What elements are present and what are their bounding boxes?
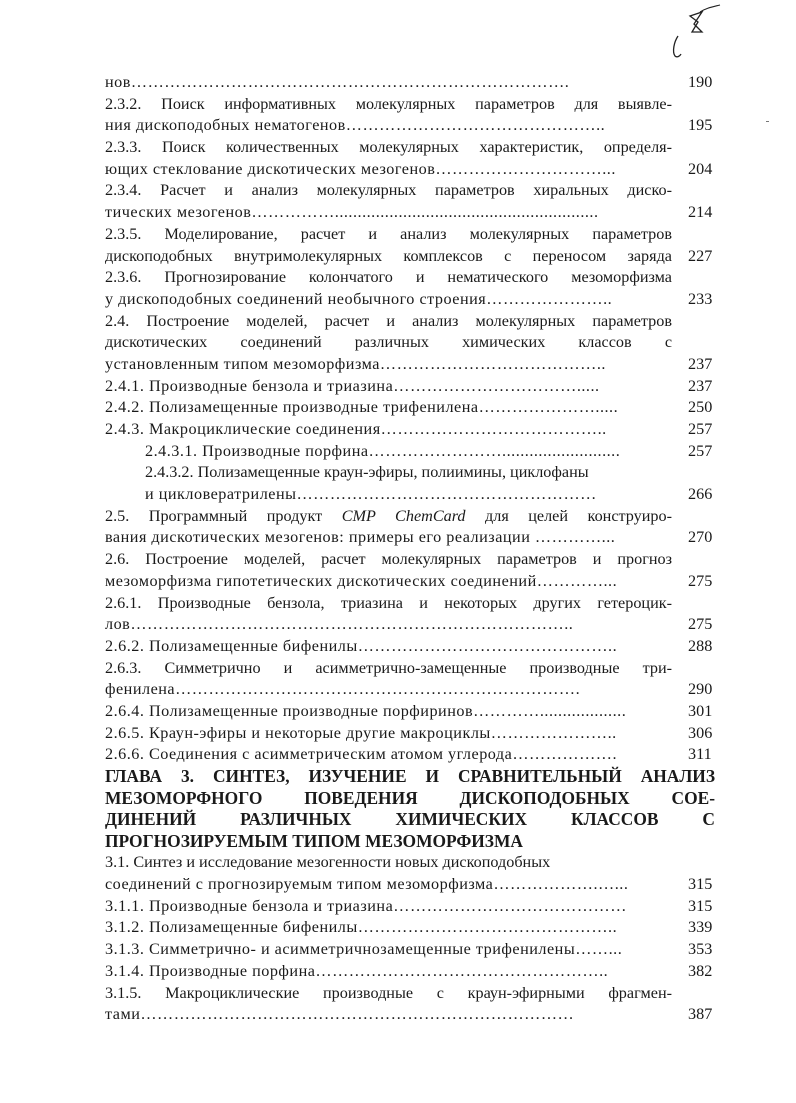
toc-page-number: 237 xyxy=(688,376,713,395)
toc-entry-continuation[interactable] xyxy=(105,571,717,593)
toc-entry-continuation[interactable] xyxy=(105,527,717,549)
toc-page-number: 195 xyxy=(688,116,713,135)
toc-entry-text: 2.3.2. Поиск информативных молекулярных параметров для выявле- xyxy=(105,94,672,113)
toc-entry[interactable] xyxy=(105,180,717,202)
chapter-heading[interactable] xyxy=(105,831,717,853)
toc-page-number: 257 xyxy=(688,420,713,438)
toc-entry-continuation[interactable] xyxy=(105,202,717,224)
toc-entry[interactable] xyxy=(105,939,717,961)
toc-page-number: 275 xyxy=(688,571,713,590)
toc-entry-text: установленным типом мезоморфизма………………………………….. xyxy=(105,354,606,373)
toc-page-number: 227 xyxy=(688,246,713,265)
toc-page-number: 237 xyxy=(688,354,713,373)
toc-page-number: 339 xyxy=(688,918,713,937)
toc-entry[interactable] xyxy=(105,376,717,398)
toc-entry-continuation[interactable] xyxy=(105,115,717,137)
toc-entry-text: 2.4.3. Макроциклические соединения………………………………….. xyxy=(105,420,607,438)
toc-entry-text-part: 2.5. Программный продукт xyxy=(105,506,342,525)
toc-page-number: 311 xyxy=(688,745,712,764)
toc-entry[interactable] xyxy=(105,441,717,463)
toc-entry-text: у дископодобных соединений необычного строения………………….. xyxy=(105,289,613,308)
toc-entry[interactable] xyxy=(105,462,717,484)
scan-speck xyxy=(766,121,769,122)
toc-page-number: 315 xyxy=(688,896,713,915)
toc-entry-text: 2.4. Построение моделей, расчет и анализ молекулярных параметров xyxy=(105,311,672,330)
toc-page-number: 233 xyxy=(688,289,713,308)
toc-entry-text: дископодобных внутримолекулярных комплексов с переносом заряда xyxy=(105,246,672,265)
toc-entry-text: 2.6.4. Полизамещенные производные порфиринов…………................... xyxy=(105,701,627,720)
toc-entry-text: лов…………………………………………………………………….. xyxy=(105,615,574,634)
toc-entry-text: фенилена………………………………………………………………. xyxy=(105,680,581,699)
chapter-heading[interactable] xyxy=(105,766,717,788)
toc-entry-continuation[interactable] xyxy=(105,332,717,354)
toc-entry-text: ющих стеклование дискотических мезогенов…………………………... xyxy=(105,159,616,178)
toc-page-number: 306 xyxy=(688,723,713,742)
toc-entry-text: 3.1. Синтез и исследование мезогенности новых дископодобных xyxy=(105,853,551,872)
toc-page-number: 270 xyxy=(688,528,713,547)
toc-entry-text: 2.6.3. Симметрично и асимметрично-замещенные производные три- xyxy=(105,658,672,677)
toc-entry-text: 2.3.6. Прогнозирование колончатого и нематического мезоморфизма xyxy=(105,268,672,287)
toc-entry-text: 2.6.2. Полизамещенные бифенилы……………………………………….. xyxy=(105,636,618,655)
toc-entry[interactable] xyxy=(105,658,717,680)
toc-entry-text: ния дископодобных нематогенов……………………………………….. xyxy=(105,116,606,135)
toc-page-number: 315 xyxy=(688,875,713,894)
toc-entry[interactable] xyxy=(105,506,717,528)
toc-entry[interactable] xyxy=(105,744,717,766)
toc-entry[interactable] xyxy=(105,961,717,983)
toc-entry[interactable] xyxy=(105,917,717,939)
toc-entry-text: нов……………………………………………………………………. xyxy=(105,73,570,91)
toc-entry-continuation[interactable] xyxy=(105,484,717,506)
toc-entry-continuation[interactable] xyxy=(105,246,717,268)
handwritten-page-mark xyxy=(672,2,732,62)
toc-entry-text: 2.3.3. Поиск количественных молекулярных характеристик, определя- xyxy=(105,138,672,157)
toc-entry-text-part: для целей конструиро- xyxy=(465,506,672,525)
chapter-heading-line: ГЛАВА 3. СИНТЕЗ, ИЗУЧЕНИЕ И СРАВНИТЕЛЬНЫЙ АНАЛИЗ xyxy=(105,766,715,786)
toc-entry-text: 3.1.5. Макроциклические производные с краун-эфирными фрагмен- xyxy=(105,983,672,1002)
toc-entry-continuation[interactable] xyxy=(105,614,717,636)
toc-entry[interactable] xyxy=(105,723,717,745)
toc-entry-continuation[interactable] xyxy=(105,289,717,311)
toc-entry-text: 3.1.4. Производные порфина…………………………………………….. xyxy=(105,961,609,980)
toc-entry[interactable] xyxy=(105,852,717,874)
toc-entry-continuation[interactable] xyxy=(105,159,717,181)
toc-entry-text: дискотических соединений различных химических классов с xyxy=(105,333,672,352)
toc-page-number: 257 xyxy=(688,441,713,460)
toc-entry[interactable] xyxy=(105,397,717,419)
chapter-heading-line: ПРОГНОЗИРУЕМЫМ ТИПОМ МЕЗОМОРФИЗМА xyxy=(105,830,523,851)
toc-page-number: 387 xyxy=(688,1005,713,1024)
toc-entry[interactable] xyxy=(105,72,717,94)
toc-entry[interactable] xyxy=(105,94,717,116)
toc-entry-text: 2.6. Построение моделей, расчет молекулярных параметров и прогноз xyxy=(105,550,672,569)
toc-entry-text: 2.6.6. Соединения с асимметрическим атомом углерода………………. xyxy=(105,745,618,764)
table-of-contents xyxy=(105,72,717,1026)
toc-entry-text: 2.4.1. Производные бензола и триазина……………………………..... xyxy=(105,376,600,395)
toc-entry-text: 2.6.5. Краун-эфиры и некоторые другие макроциклы………………….. xyxy=(105,723,617,742)
toc-page-number: 204 xyxy=(688,159,713,178)
toc-entry-text: тами…………………………………………………………………… xyxy=(105,1005,575,1024)
toc-entry-text: 3.1.3. Симметрично- и асимметричнозамещенные трифенилены……... xyxy=(105,940,623,959)
chapter-heading[interactable] xyxy=(105,788,717,810)
toc-entry[interactable] xyxy=(105,224,717,246)
toc-entry[interactable] xyxy=(105,701,717,723)
toc-entry-text: 2.3.4. Расчет и анализ молекулярных параметров хиральных диско- xyxy=(105,181,672,200)
product-name: CMP ChemCard xyxy=(341,506,466,525)
toc-page-number: 353 xyxy=(688,940,713,959)
toc-entry-text: 2.6.1. Производные бензола, триазина и некоторых других гетероцик- xyxy=(105,593,672,612)
toc-entry-continuation[interactable] xyxy=(105,874,717,896)
toc-entry-continuation[interactable] xyxy=(105,354,717,376)
toc-entry-text: соединений с прогнозируемым типом мезоморфизма……………….…... xyxy=(105,875,629,894)
toc-page-number: 250 xyxy=(688,398,713,417)
toc-entry-text: тических мезогенов…………….......................................................... xyxy=(105,203,599,222)
chapter-heading-line: МЕЗОМОРФНОГО ПОВЕДЕНИЯ ДИСКОПОДОБНЫХ СОЕ- xyxy=(105,787,715,808)
toc-entry[interactable] xyxy=(105,983,717,1005)
toc-entry-text: 3.1.1. Производные бензола и триазина…………………………………… xyxy=(105,896,627,915)
toc-entry-text: вания дискотических мезогенов: примеры его реализации …………... xyxy=(105,528,616,547)
toc-entry-text: и цикловератрилены……………………………………………… xyxy=(145,485,597,504)
toc-entry[interactable] xyxy=(105,593,717,615)
toc-page-number: 275 xyxy=(688,615,713,634)
chapter-heading-line: ДИНЕНИЙ РАЗЛИЧНЫХ ХИМИЧЕСКИХ КЛАССОВ С xyxy=(105,809,715,830)
toc-entry-text: 2.4.3.2. Полизамещенные краун-эфиры, полиимины, циклофаны xyxy=(145,463,589,482)
toc-page-number: 290 xyxy=(688,680,713,699)
toc-page-number: 382 xyxy=(688,961,713,980)
toc-entry[interactable] xyxy=(105,419,717,441)
toc-entry[interactable] xyxy=(105,636,717,658)
toc-page-number: 266 xyxy=(688,485,713,504)
toc-entry-text: 2.3.5. Моделирование, расчет и анализ молекулярных параметров xyxy=(105,224,672,243)
toc-entry-text: 3.1.2. Полизамещенные бифенилы……………………………………….. xyxy=(105,918,618,937)
toc-entry-continuation[interactable] xyxy=(105,1004,717,1026)
chapter-heading[interactable] xyxy=(105,809,717,831)
toc-entry-continuation[interactable] xyxy=(105,679,717,701)
toc-entry[interactable] xyxy=(105,311,717,333)
toc-page-number: 301 xyxy=(688,701,713,720)
toc-page-number: 190 xyxy=(688,73,713,91)
toc-entry[interactable] xyxy=(105,267,717,289)
toc-entry[interactable] xyxy=(105,896,717,918)
toc-page-number: 288 xyxy=(688,636,713,655)
toc-entry[interactable] xyxy=(105,137,717,159)
toc-page-number: 214 xyxy=(688,203,713,222)
toc-entry-text: 2.4.3.1. Производные порфина…………………….......................... xyxy=(145,441,621,460)
toc-entry-text: 2.4.2. Полизамещенные производные трифенилена…………………..... xyxy=(105,398,619,417)
toc-entry-text xyxy=(105,506,672,528)
toc-entry-text: мезоморфизма гипотетических дискотических соединений…………... xyxy=(105,571,618,590)
toc-entry[interactable] xyxy=(105,549,717,571)
